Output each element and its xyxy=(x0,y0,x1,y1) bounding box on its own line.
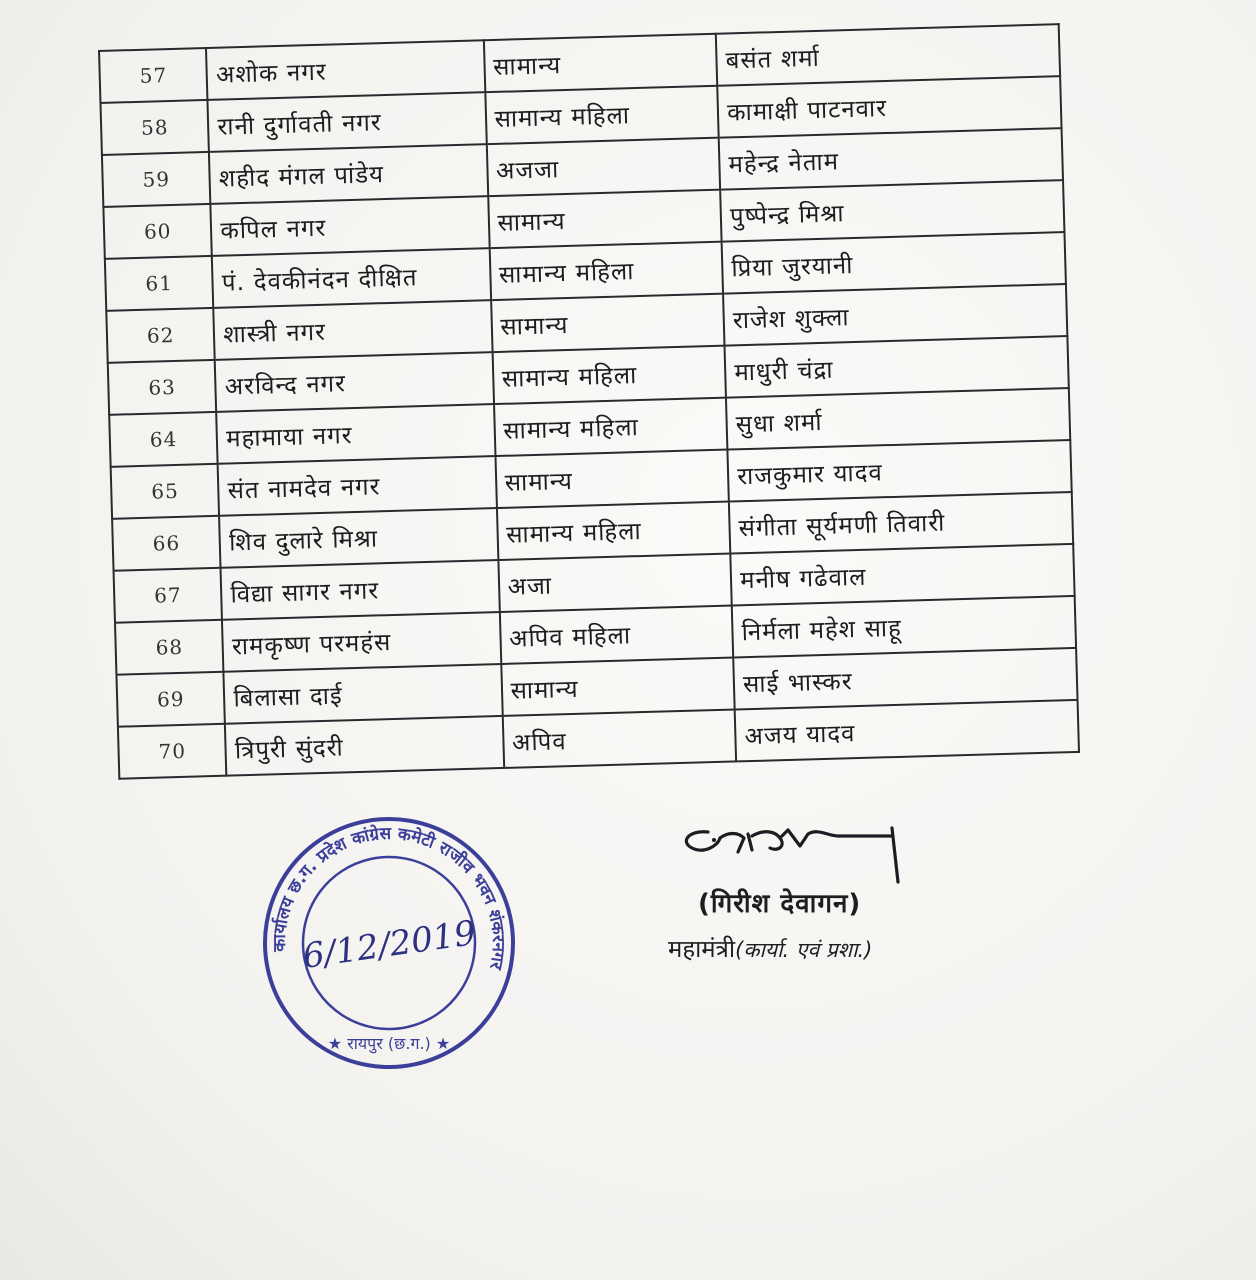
reservation-category: सामान्य xyxy=(488,190,722,248)
signer-designation: महामंत्री xyxy=(668,935,736,963)
reservation-category: सामान्य xyxy=(483,34,717,92)
row-number: 58 xyxy=(100,100,209,155)
row-number: 60 xyxy=(103,204,212,259)
candidate-name: अजय यादव xyxy=(735,700,1079,762)
row-number: 64 xyxy=(109,412,218,467)
stamp-date: 6/12/2019 xyxy=(300,913,479,977)
ward-name: पं. देवकीनंदन दीक्षित xyxy=(212,248,491,308)
candidate-name: निर्मला महेश साहू xyxy=(732,596,1076,658)
candidate-name: माधुरी चंद्रा xyxy=(725,336,1069,398)
candidate-name: राजकुमार यादव xyxy=(728,440,1072,502)
reservation-category: सामान्य महिला xyxy=(492,346,726,404)
ward-name: शहीद मंगल पांडेय xyxy=(209,144,488,204)
candidate-name: मनीष गढेवाल xyxy=(730,544,1074,606)
row-number: 70 xyxy=(118,724,227,779)
ward-name: रामकृष्ण परमहंस xyxy=(222,612,501,672)
reservation-category: सामान्य xyxy=(495,450,729,508)
stamp-bottom-text: ★ रायपुर (छ.ग.) ★ xyxy=(327,1034,451,1053)
ward-name: अशोक नगर xyxy=(206,40,485,100)
ward-name: अरविन्द नगर xyxy=(215,352,494,412)
svg-text:कार्यालय छ.ग. प्रदेश कांग्रेस xyxy=(258,812,517,1019)
ward-name: शिव दुलारे मिश्रा xyxy=(219,508,498,568)
reservation-category: सामान्य महिला xyxy=(494,398,728,456)
candidate-name: साई भास्कर xyxy=(733,648,1077,710)
row-number: 59 xyxy=(102,152,211,207)
reservation-category: सामान्य महिला xyxy=(496,502,730,560)
ward-name: कपिल नगर xyxy=(211,196,490,256)
candidate-name: महेन्द्र नेताम xyxy=(719,128,1063,190)
candidate-name: पुष्पेन्द्र मिश्रा xyxy=(720,180,1064,242)
reservation-category: सामान्य महिला xyxy=(489,242,723,300)
ward-candidate-table xyxy=(98,23,1080,780)
candidate-name: संगीता सूर्यमणी तिवारी xyxy=(729,492,1073,554)
signer-title xyxy=(668,932,872,965)
row-number: 66 xyxy=(112,516,221,571)
reservation-category: अजा xyxy=(498,554,732,612)
candidate-name: प्रिया जुरयानी xyxy=(722,232,1066,294)
reservation-category: सामान्य xyxy=(491,294,725,352)
row-number: 62 xyxy=(106,308,215,363)
signer-name: (गिरीश देवागन) xyxy=(698,889,862,919)
reservation-category: सामान्य xyxy=(501,657,735,715)
row-number: 65 xyxy=(111,464,220,519)
ward-name: रानी दुर्गावती नगर xyxy=(208,92,487,152)
candidate-name: राजेश शुक्ला xyxy=(723,284,1067,346)
ward-name: महामाया नगर xyxy=(216,404,495,464)
ward-name: विद्या सागर नगर xyxy=(221,560,500,620)
reservation-category: अपिव xyxy=(502,709,736,767)
row-number: 61 xyxy=(105,256,214,311)
row-number: 67 xyxy=(114,568,223,623)
candidate-name: कामाक्षी पाटनवार xyxy=(717,76,1061,138)
ward-name: शास्त्री नगर xyxy=(214,300,493,360)
reservation-category: अजजा xyxy=(486,138,720,196)
signature-image xyxy=(678,812,918,892)
official-stamp xyxy=(258,812,520,1074)
reservation-category: सामान्य महिला xyxy=(485,86,719,144)
ward-name: संत नामदेव नगर xyxy=(218,456,497,516)
row-number: 69 xyxy=(116,672,225,727)
ward-name: त्रिपुरी सुंदरी xyxy=(225,716,504,776)
row-number: 68 xyxy=(115,620,224,675)
signer-designation-suffix: (कार्या. एवं प्रशा.) xyxy=(735,938,873,962)
reservation-category: अपिव महिला xyxy=(499,606,733,664)
candidate-name: सुधा शर्मा xyxy=(726,388,1070,450)
table-body xyxy=(99,24,1079,779)
row-number: 57 xyxy=(99,48,208,103)
row-number: 63 xyxy=(108,360,217,415)
candidate-name: बसंत शर्मा xyxy=(716,24,1060,86)
stamp-ring-text: कार्यालय छ.ग. प्रदेश कांग्रेस कमेटी राजीव भवन शंकरनगर xyxy=(269,823,509,972)
ward-name: बिलासा दाई xyxy=(224,664,503,724)
